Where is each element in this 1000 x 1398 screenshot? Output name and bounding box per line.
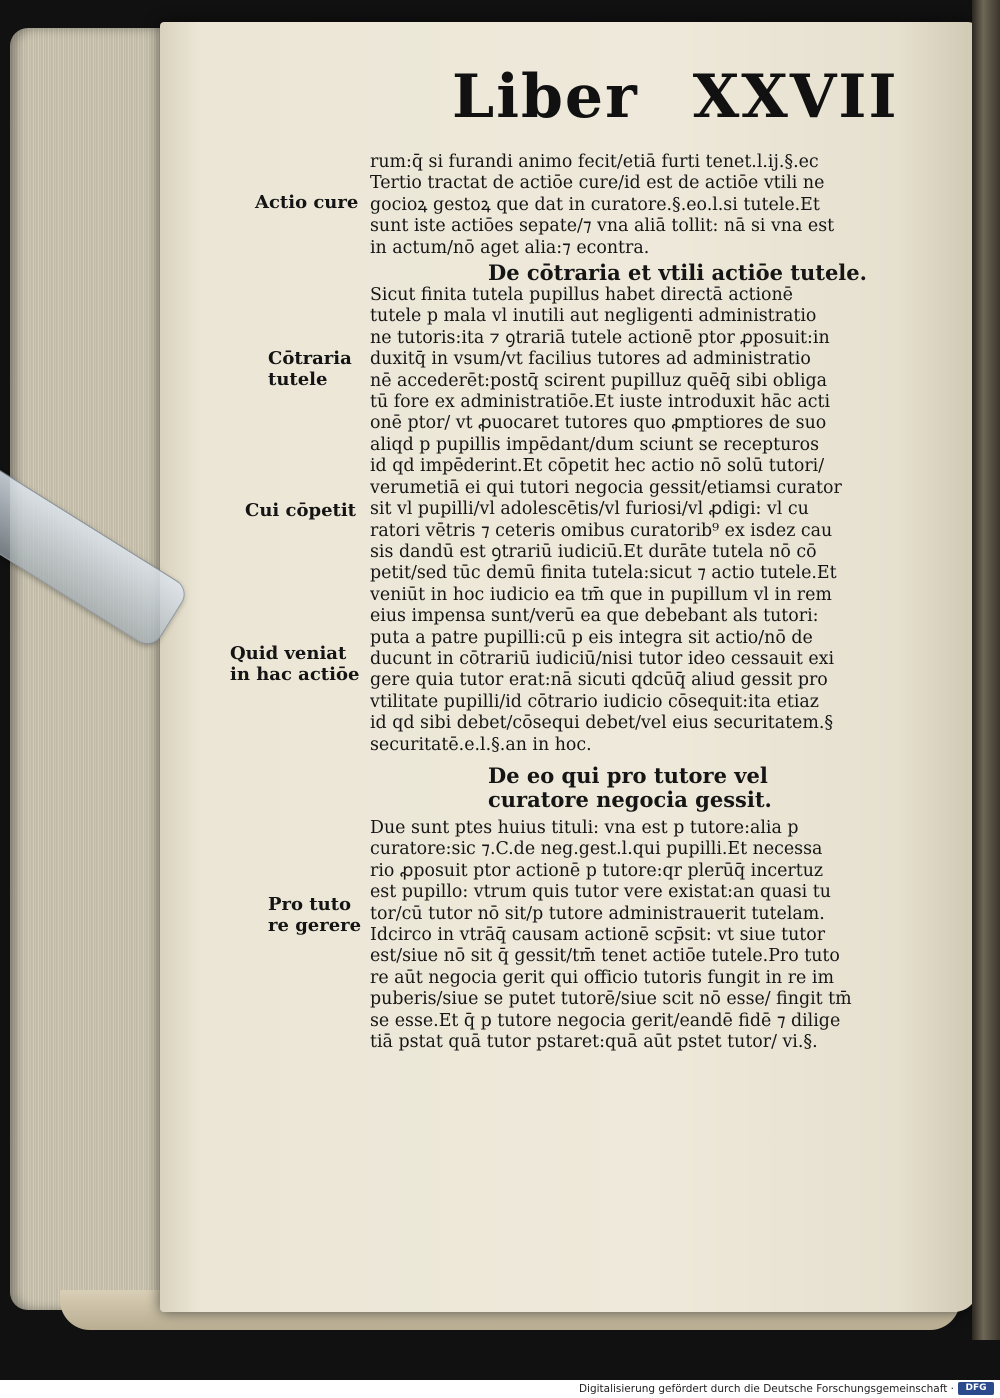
text-line: tutele p mala vl inutili aut negligenti administratio xyxy=(370,306,817,327)
text-line: petit/sed tūc demū finita tutela:sicut ⁊ actio tutele.Et xyxy=(370,563,837,584)
text-line: veniūt in hoc iudicio ea tm̄ que in pupillum vl in rem xyxy=(370,584,832,605)
text-line: id qd impēderint.Et cōpetit hec actio nō solū tutori/ xyxy=(370,456,825,477)
text-line: ne tutoris:ita ⁊ ꝯtrariā tutele actionē ptor ꝓposuit:in xyxy=(370,327,830,348)
text-line: id qd sibi debet/cōsequi debet/vel eius securitatem.§ xyxy=(370,713,834,734)
book-number: XXVII xyxy=(692,62,899,132)
body-text xyxy=(370,152,915,1053)
text-line: Idcirco in vtrāq̄ causam actionē scp̄sit: vt siue tutor xyxy=(370,925,826,945)
text-line: puta a patre pupilli:cū p eis integra sit actio/nō de xyxy=(370,627,813,648)
side-note-pro-tutore: Pro tuto re gerere xyxy=(268,894,362,936)
section-heading-pro-tutore-1: De eo qui pro tutore vel xyxy=(488,763,768,788)
text-line: tiā pstat quā tutor pstaret:quā aūt pstet tutor/ vi.§. xyxy=(370,1032,818,1053)
text-line: Tertio tractat de actiōe cure/id est de actiōe vtili ne xyxy=(370,173,825,194)
side-note-quid-veniat: Quid veniat in hac actiōe xyxy=(230,643,360,685)
text-line: est pupillo: vtrum quis tutor vere existat:an quasi tu xyxy=(370,882,831,903)
text-line: verumetiā ei qui tutori negocia gessit/etiamsi curator xyxy=(370,477,842,498)
text-line: rum:q̄ si furandi animo fecit/etiā furti tenet.l.ij.§.ec xyxy=(370,152,819,172)
text-line: gere quia tutor erat:nā sicuti qdcūq̄ aliud gessit pro xyxy=(370,670,828,691)
side-note-actio-cure: Actio cure xyxy=(255,192,359,213)
text-line: vtilitate pupilli/id cōtrario iudicio cōsequit:ita etiaz xyxy=(370,691,819,712)
text-line: sis dandū est ꝯtrariū iudiciū.Et durāte tutela nō cō xyxy=(370,541,817,562)
text-line: ducunt in cōtrariū iudiciū/nisi tutor ideo cessauit exi xyxy=(370,648,835,669)
facing-page-edge xyxy=(972,0,1000,1340)
section-heading-pro-tutore-2: curatore negocia gessit. xyxy=(488,787,772,812)
text-line: aliqd p pupillis impēdant/dum sciunt se recepturos xyxy=(370,434,820,455)
text-line: onē ptor/ vt ꝓuocaret tutores quo ꝓmptiores de suo xyxy=(370,413,827,434)
text-line: sit vl pupilli/vl adolescētis/vl furiosi/vl ꝓdigi: vl cu xyxy=(370,499,809,520)
text-line: securitatē.e.l.§.an in hoc. xyxy=(370,734,592,755)
text-line: in actum/nō aget alia:⁊ econtra. xyxy=(370,237,650,258)
side-note-cui-copetit: Cui cōpetit xyxy=(245,500,356,521)
text-line: Due sunt ptes huius tituli: vna est p tutore:alia p xyxy=(370,817,799,838)
footer-bar xyxy=(0,1380,1000,1398)
text-line: tor/cū tutor nō sit/p tutore administrauerit tutelam. xyxy=(370,903,825,924)
dfg-logo: DFG xyxy=(958,1382,994,1395)
text-line: Sicut finita tutela pupillus habet directā actionē xyxy=(370,285,793,306)
text-line: rio ꝓposuit ptor actionē p tutore:qr plerūq̄ incertuz xyxy=(370,860,824,881)
footer-credit: Digitalisierung gefördert durch die Deutsche Forschungsgemeinschaft · xyxy=(578,1383,954,1395)
text-line: puberis/siue se putet tutorē/siue scit nō esse/ fingit tm̄ xyxy=(370,989,852,1010)
text-line: tū fore ex administratiōe.Et iuste introduxit hāc acti xyxy=(370,392,831,413)
text-line: curatore:sic ⁊.C.de neg.gest.l.qui pupilli.Et necessa xyxy=(370,839,823,860)
text-line: duxitq̄ in vsum/vt facilius tutores ad administratio xyxy=(370,349,811,370)
text-line: nē accederēt:postq̄ scirent pupilluz quēq̄ sibi obliga xyxy=(370,370,828,391)
text-line: est/siue nō sit q̄ gessit/tm̄ tenet actiōe tutele.Pro tuto xyxy=(370,946,840,967)
running-head xyxy=(452,62,899,132)
text-line: gocioꝝ gestoꝝ que dat in curatore.§.eo.l.si tutele.Et xyxy=(370,194,820,215)
text-line: ratori vētris ⁊ ceteris omibus curatorib⁹ ex isdez cau xyxy=(370,520,833,541)
running-head-liber: Liber xyxy=(452,62,639,132)
side-note-cotraria-tutele: Cōtraria tutele xyxy=(268,348,352,390)
text-line: sunt iste actiōes sepate/⁊ vna aliā tollit: nā si vna est xyxy=(370,216,835,237)
text-line: eius impensa sunt/verū ea que debebant als tutori: xyxy=(370,606,819,627)
section-heading-contraria: De cōtraria et vtili actiōe tutele. xyxy=(488,261,867,286)
text-line: re aūt negocia gerit qui officio tutoris fungit in re im xyxy=(370,967,834,988)
text-line: se esse.Et q̄ p tutore negocia gerit/eandē fidē ⁊ dilige xyxy=(370,1010,841,1031)
